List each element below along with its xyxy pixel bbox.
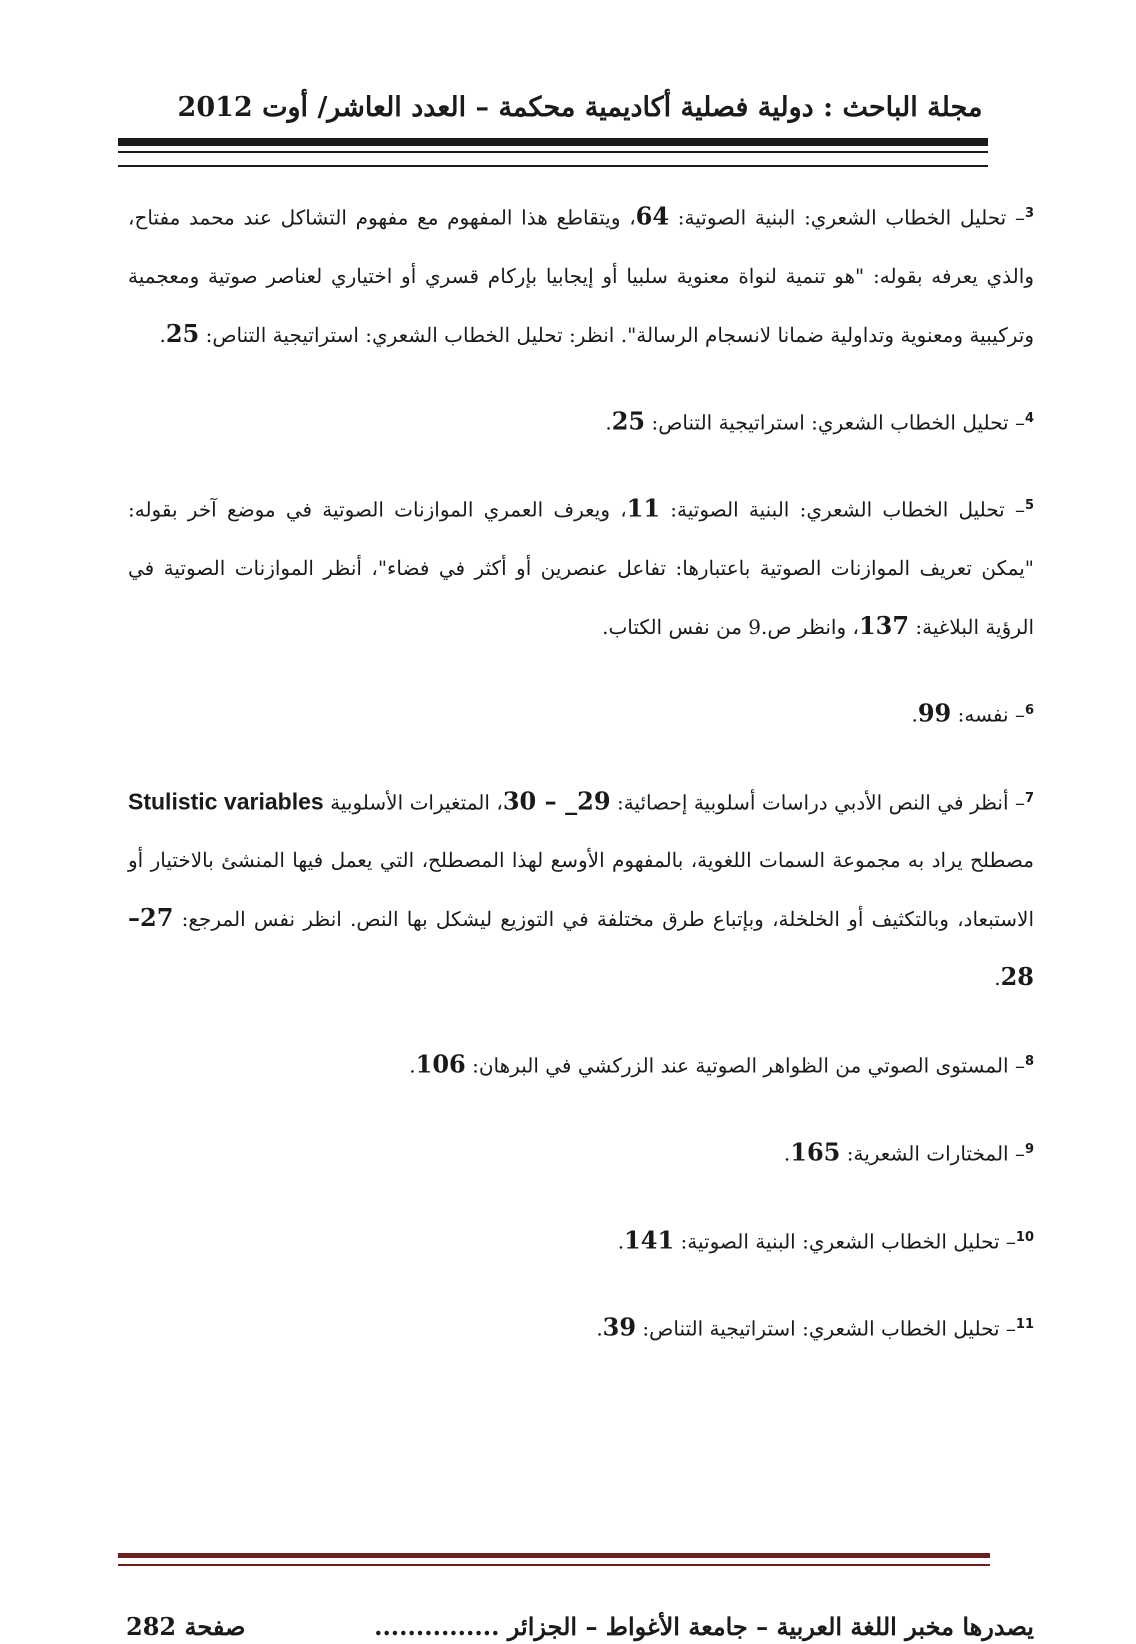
footnote-11: $^{11}$– تحليل الخطاب الشعري: استراتيجية التناص: 39. — [596, 1312, 1034, 1342]
footnote-7: $^7$– أنظر في النص الأدبي دراسات أسلوبية إحصائية: 29_ – 30، المتغيرات الأسلوبية Stulistic variables مصطلح يراد به مجموعة السمات اللغوية، بالمفهوم الأوسع لهذا المصطلح، التي يعمل فيها المنشئ بالاختيار أو الاستبعاد، وبالتكثيف أو الخلخلة، وبإتباع طرق مختلفة في التوزيع ليشكل بها النص. انظر نفس المرجع: 27– 28. — [128, 786, 1035, 992]
footnote-10: $^{10}$– تحليل الخطاب الشعري: البنية الصوتية: 141. — [617, 1225, 1034, 1255]
footnotes-list — [128, 185, 1034, 1358]
header-rule-thin-1 — [118, 151, 988, 153]
footnote-marker: 4 — [1024, 410, 1034, 426]
footnote-3: $^3$– تحليل الخطاب الشعري: البنية الصوتية: 64، ويتقاطع هذا المفهوم مع مفهوم التشاكل عند محمد مفتاح، والذي يعرفه بقوله: "هو تنمية لنواة معنوية سلبيا أو إيجابيا بإركام قسري أو اختياري لعناصر صوتية ومعجمية وتركيبية ومعنوية وتداولية ضمانا لانسجام الرسالة". انظر: تحليل الخطاب الشعري: استراتيجية التناص: 25. — [128, 201, 1034, 348]
footnote-marker: 9 — [1024, 1141, 1034, 1157]
footnote-8: $^8$– المستوى الصوتي من الظواهر الصوتية عند الزركشي في البرهان: 106. — [409, 1049, 1034, 1079]
footer-rule-thick — [118, 1553, 990, 1558]
footnote-9: $^9$– المختارات الشعرية: 165. — [783, 1137, 1034, 1167]
english-term: Stulistic variables — [128, 788, 324, 815]
footnote-6: $^6$– نفسه: 99. — [911, 698, 1034, 728]
footnote-marker: 8 — [1024, 1054, 1034, 1070]
footnote-4: $^4$– تحليل الخطاب الشعري: استراتيجية التناص: 25. — [605, 406, 1034, 436]
footnote-marker: 6 — [1024, 702, 1034, 718]
page-number: صفحة 282 — [126, 1612, 246, 1641]
footnote-5: $^5$– تحليل الخطاب الشعري: البنية الصوتية: 11، ويعرف العمري الموازنات الصوتية في موضع آخر بقوله: "يمكن تعريف الموازنات الصوتية باعتبارها: تفاعل عنصرين أو أكثر في فضاء"، أنظر الموازنات الصوتية في الرؤية البلاغية: 137، وانظر ص.9 من نفس الكتاب. — [128, 493, 1034, 640]
footnote-marker: 11 — [1015, 1317, 1034, 1333]
header-rule-thin-2 — [118, 165, 988, 167]
footnote-marker: 10 — [1015, 1229, 1034, 1245]
page-header-title: مجلة الباحث : دولية فصلية أكاديمية محكمة – العدد العاشر/ أوت 2012 — [177, 92, 983, 123]
footnote-marker: 3 — [1024, 206, 1034, 221]
footnote-marker: 5 — [1024, 498, 1034, 514]
footer-rule-thin — [118, 1564, 990, 1566]
footnote-marker: 7 — [1024, 790, 1035, 806]
footer-publisher: يصدرها مخبر اللغة العربية – جامعة الأغواط – الجزائر ............... — [374, 1612, 1034, 1641]
header-rule-thick — [118, 138, 988, 146]
